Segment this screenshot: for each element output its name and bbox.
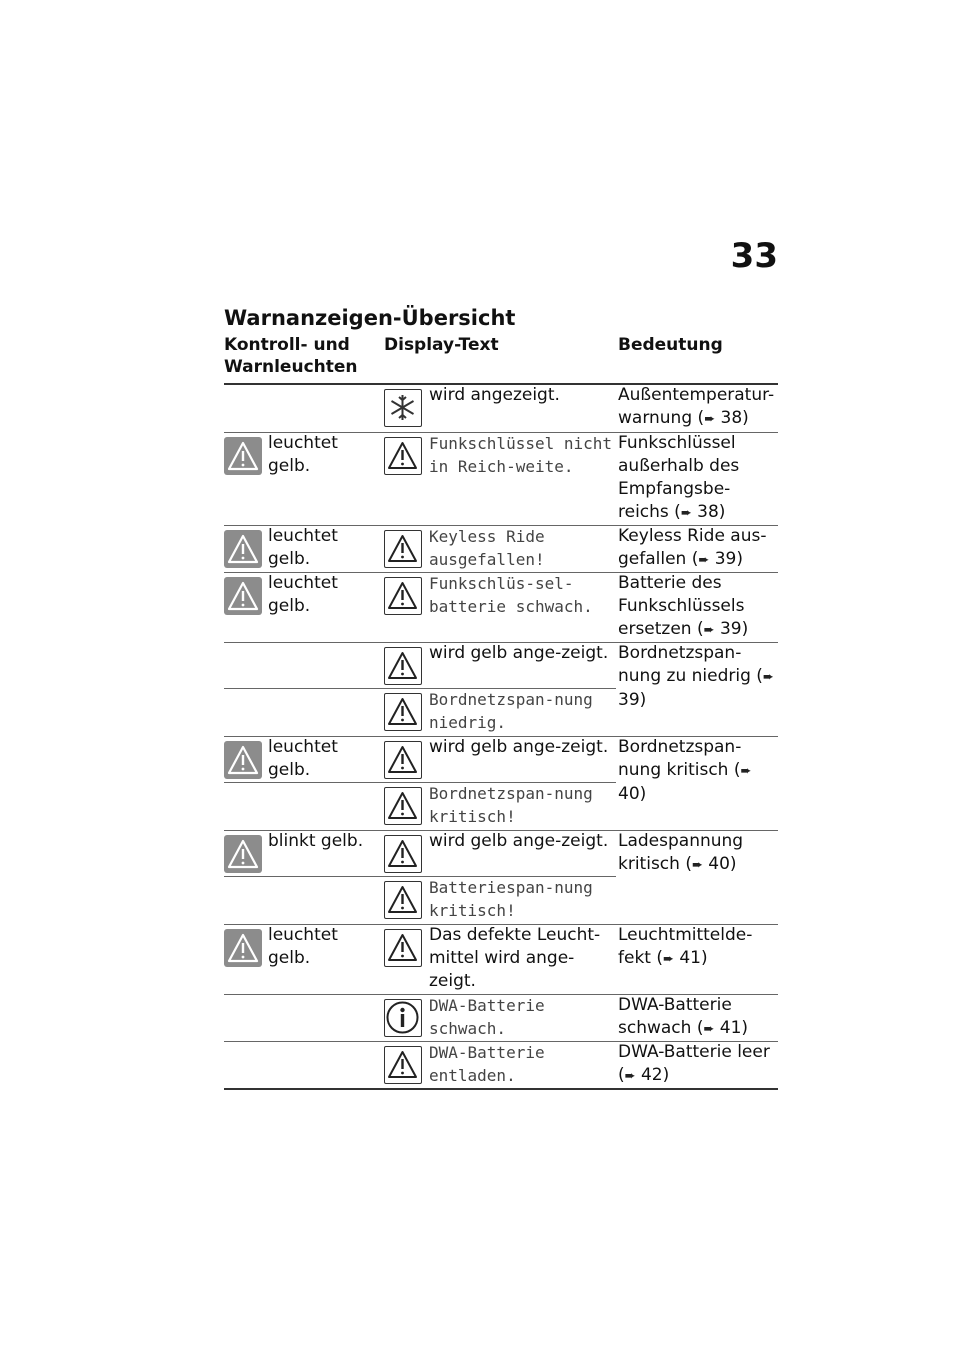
display-text: wird gelb ange-zeigt. [429, 737, 609, 757]
info-icon [384, 999, 422, 1037]
page-reference[interactable]: (➨ 38) [692, 408, 749, 428]
display-text: Batteriespan-nung kritisch! [429, 878, 593, 920]
meaning-text: Leuchtmittelde-fekt (➨ 41) [618, 925, 753, 968]
page-reference[interactable]: (➨ 39) [691, 619, 749, 639]
warning-triangle-icon [384, 437, 422, 475]
warning-triangle-icon [384, 693, 422, 731]
section-title: Warnanzeigen-Übersicht [224, 306, 516, 330]
warning-triangle-icon [384, 741, 422, 779]
display-text: Funkschlüs-sel- batterie schwach. [429, 574, 593, 616]
warning-lamp-icon [224, 835, 262, 873]
warning-triangle-icon [384, 787, 422, 825]
meaning-text: Ladespannung kritisch (➨ 40) [618, 831, 744, 874]
column-header-display: Display-Text [384, 335, 499, 355]
display-text: wird gelb ange-zeigt. [429, 643, 609, 663]
warning-triangle-icon [384, 1046, 422, 1084]
meaning-text: Bordnetzspan-nung kritisch (➨ 40) [618, 737, 752, 804]
snowflake-icon [384, 389, 422, 427]
column-header-meaning: Bedeutung [618, 335, 723, 355]
warning-lamp-icon [224, 530, 262, 568]
table-bottom-border [224, 1088, 778, 1090]
page-reference[interactable]: (➨ 41) [650, 948, 708, 968]
display-text: Bordnetzspan-nung kritisch! [429, 784, 593, 826]
lamp-text: leuchtet gelb. [268, 573, 338, 616]
meaning-text: Bordnetzspan-nung zu niedrig (➨ 39) [618, 643, 774, 710]
page-reference[interactable]: (➨ 40) [618, 760, 752, 804]
warning-triangle-icon [384, 929, 422, 967]
display-text: Bordnetzspan-nung niedrig. [429, 690, 593, 732]
display-text: DWA-Batterie entladen. [429, 1043, 545, 1085]
page-reference[interactable]: (➨ 38) [668, 502, 726, 522]
warning-lamp-icon [224, 929, 262, 967]
display-text: Das defekte Leucht-mittel wird ange-zeigt. [429, 925, 601, 991]
column-header-lights: Kontroll- und Warnleuchten [224, 335, 358, 377]
warning-triangle-icon [384, 881, 422, 919]
meaning-text [618, 384, 778, 430]
display-text: DWA-Batterie schwach. [429, 996, 545, 1038]
lamp-text: leuchtet gelb. [268, 925, 338, 968]
warning-lamp-icon [224, 437, 262, 475]
meaning-text: Batterie des Funkschlüssels ersetzen (➨ 39) [618, 573, 749, 639]
page-reference[interactable]: (➨ 39) [686, 549, 743, 569]
meaning-label: Außentemperatur-warnung (➨ 38) [618, 385, 775, 428]
page-reference[interactable]: (➨ 41) [691, 1018, 749, 1038]
display-text: Funkschlüssel nicht in Reich-weite. [429, 434, 613, 476]
warning-triangle-icon [384, 835, 422, 873]
lamp-text: leuchtet gelb. [268, 526, 338, 569]
warning-lamp-icon [224, 577, 262, 615]
display-text: wird gelb ange-zeigt. [429, 831, 609, 851]
page-number: 33 [730, 236, 778, 276]
warning-lamp-icon [224, 741, 262, 779]
meaning-text: Funkschlüssel außerhalb des Empfangsbe-reichs (➨ 38) [618, 433, 740, 522]
display-text: Keyless Ride ausgefallen! [429, 527, 545, 569]
meaning-text: DWA-Batterie leer (➨ 42) [618, 1042, 770, 1085]
meaning-text: DWA-Batterie schwach (➨ 41) [618, 995, 749, 1038]
page-reference[interactable]: (➨ 42) [618, 1065, 670, 1085]
lamp-text: blinkt gelb. [268, 831, 364, 851]
lamp-text: leuchtet gelb. [268, 433, 338, 476]
warning-triangle-icon [384, 577, 422, 615]
lamp-text: leuchtet gelb. [268, 737, 338, 780]
page-reference[interactable]: (➨ 39) [618, 666, 774, 710]
meaning-text: Keyless Ride aus-gefallen (➨ 39) [618, 526, 767, 569]
warning-triangle-icon [384, 647, 422, 685]
warning-triangle-icon [384, 530, 422, 568]
display-text: wird angezeigt. [429, 385, 560, 405]
page-reference[interactable]: (➨ 40) [679, 854, 737, 874]
